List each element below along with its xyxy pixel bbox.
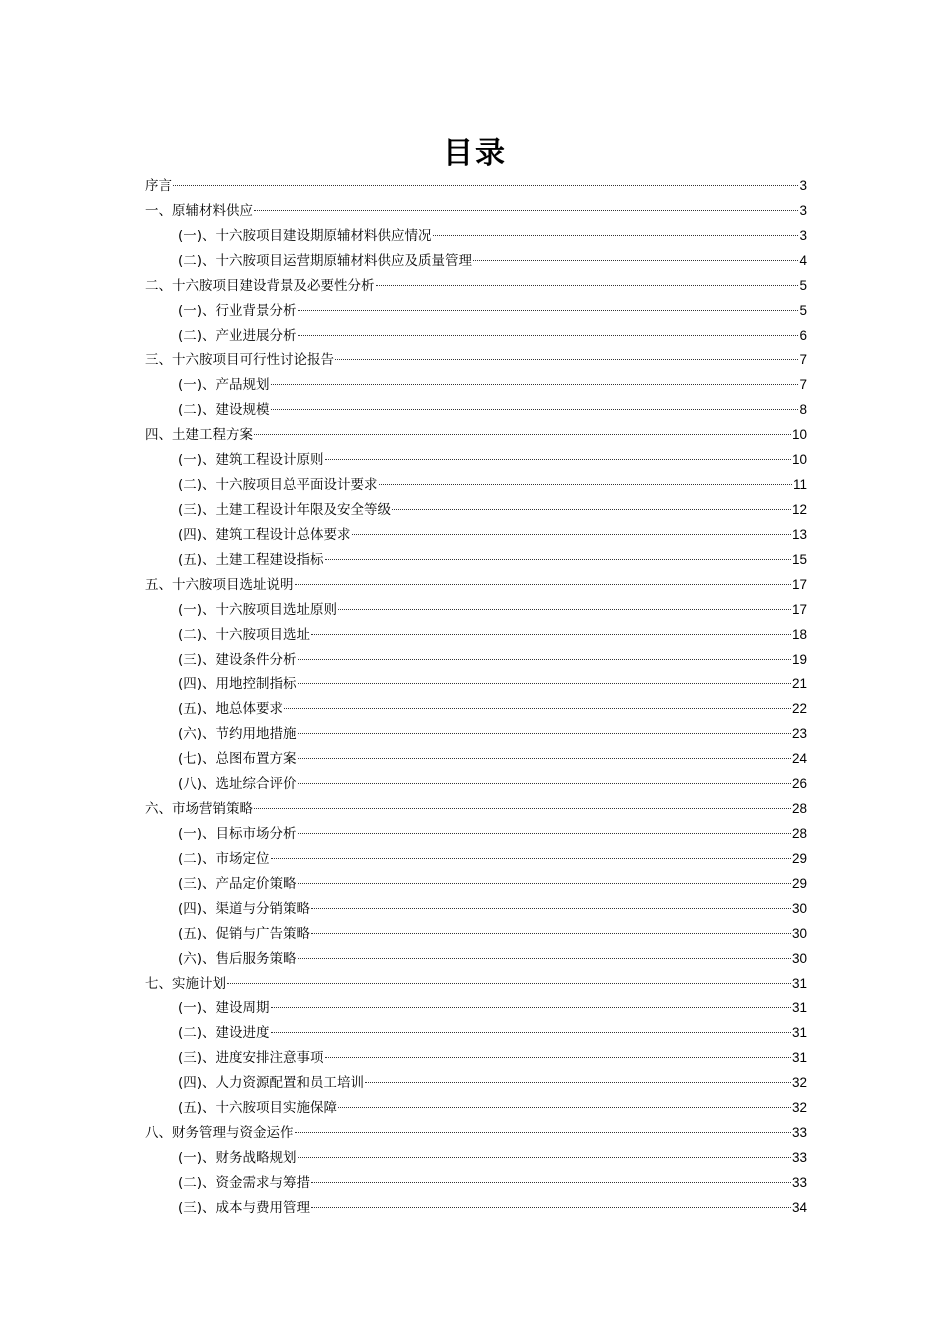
toc-entry[interactable] — [145, 623, 807, 648]
toc-dot-leader — [173, 185, 798, 186]
toc-entry-text: (三)、进度安排注意事项 — [178, 1050, 324, 1067]
toc-entry-text: (三)、成本与费用管理 — [178, 1199, 311, 1216]
toc-page-number: 10 — [791, 452, 807, 468]
toc-page-number: 33 — [791, 1174, 807, 1190]
toc-dot-leader — [298, 1157, 791, 1158]
toc-entry-text: (一)、建设周期 — [178, 1000, 270, 1017]
toc-page-number: 22 — [791, 701, 807, 717]
toc-page-number: 32 — [791, 1075, 807, 1091]
toc-entry[interactable] — [145, 897, 807, 922]
toc-page-number: 10 — [791, 427, 807, 443]
toc-page-number: 11 — [792, 477, 807, 493]
toc-dot-leader — [473, 260, 798, 261]
toc-page-number: 33 — [791, 1149, 807, 1165]
toc-dot-leader — [433, 235, 799, 236]
toc-entry-text: (二)、产业进展分析 — [178, 327, 297, 344]
toc-entry[interactable] — [145, 648, 807, 673]
toc-dot-leader — [254, 808, 791, 809]
toc-page-number: 29 — [791, 875, 807, 891]
toc-page-number: 29 — [791, 850, 807, 866]
toc-entry[interactable] — [145, 747, 807, 772]
toc-dot-leader — [325, 1057, 791, 1058]
toc-entry-text: (二)、十六胺项目选址 — [178, 626, 311, 643]
toc-entry-text: (三)、建设条件分析 — [178, 651, 297, 668]
toc-entry[interactable] — [145, 697, 807, 722]
toc-entry[interactable] — [145, 598, 807, 623]
toc-entry[interactable] — [145, 1046, 807, 1071]
toc-dot-leader — [298, 659, 791, 660]
toc-entry-text: (六)、节约用地措施 — [178, 726, 297, 743]
toc-entry[interactable] — [145, 174, 807, 199]
toc-dot-leader — [271, 384, 799, 385]
toc-page-number: 31 — [791, 975, 807, 991]
toc-dot-leader — [298, 335, 799, 336]
toc-entry-text: (四)、人力资源配置和员工培训 — [178, 1075, 365, 1092]
toc-entry-text: (一)、行业背景分析 — [178, 302, 297, 319]
toc-page-number: 30 — [791, 950, 807, 966]
toc-dot-leader — [311, 1207, 791, 1208]
toc-page-number: 18 — [791, 626, 807, 642]
toc-entry-text: (一)、十六胺项目建设期原辅材料供应情况 — [178, 227, 432, 244]
toc-dot-leader — [365, 1082, 791, 1083]
toc-dot-leader — [284, 708, 791, 709]
toc-page-number: 30 — [791, 900, 807, 916]
toc-entry[interactable] — [145, 348, 807, 373]
toc-entry-text: 四、土建工程方案 — [145, 427, 253, 444]
toc-dot-leader — [325, 459, 791, 460]
toc-dot-leader — [298, 783, 791, 784]
toc-entry-text: 序言 — [145, 178, 172, 194]
toc-dot-leader — [311, 933, 791, 934]
toc-dot-leader — [254, 210, 798, 211]
toc-entry[interactable] — [145, 473, 807, 498]
toc-entry-text: (二)、十六胺项目总平面设计要求 — [178, 477, 378, 494]
toc-entry-text: (二)、资金需求与筹措 — [178, 1174, 311, 1191]
toc-page-number: 5 — [799, 302, 807, 318]
toc-dot-leader — [271, 409, 799, 410]
toc-dot-leader — [311, 634, 791, 635]
toc-entry[interactable] — [145, 797, 807, 822]
toc-dot-leader — [298, 310, 799, 311]
toc-entry[interactable] — [145, 324, 807, 349]
toc-dot-leader — [376, 285, 799, 286]
toc-dot-leader — [392, 509, 791, 510]
toc-dot-leader — [227, 983, 791, 984]
toc-entry-text: 二、十六胺项目建设背景及必要性分析 — [145, 277, 375, 294]
toc-page-number: 15 — [791, 551, 807, 567]
toc-entry[interactable] — [145, 847, 807, 872]
toc-entry-text: (一)、建筑工程设计原则 — [178, 452, 324, 469]
toc-entry-text: (五)、地总体要求 — [178, 701, 284, 718]
toc-entry[interactable] — [145, 1196, 807, 1221]
toc-page-number: 12 — [791, 501, 807, 517]
toc-page-number: 17 — [791, 576, 807, 592]
toc-entry[interactable] — [145, 448, 807, 473]
toc-dot-leader — [298, 758, 791, 759]
toc-dot-leader — [254, 434, 791, 435]
toc-entry-text: (一)、目标市场分析 — [178, 825, 297, 842]
toc-entry[interactable] — [145, 822, 807, 847]
toc-entry-text: 一、原辅材料供应 — [145, 202, 253, 219]
toc-page-number: 5 — [799, 277, 807, 293]
toc-dot-leader — [311, 1182, 791, 1183]
toc-dot-leader — [298, 883, 791, 884]
toc-entry[interactable] — [145, 872, 807, 897]
toc-entry[interactable] — [145, 224, 807, 249]
toc-page-number: 21 — [791, 676, 807, 692]
toc-dot-leader — [298, 733, 791, 734]
toc-dot-leader — [271, 1032, 791, 1033]
toc-entry[interactable] — [145, 1071, 807, 1096]
toc-dot-leader — [271, 858, 791, 859]
toc-dot-leader — [325, 559, 791, 560]
toc-entry-text: (五)、十六胺项目实施保障 — [178, 1100, 338, 1117]
toc-entry-text: (六)、售后服务策略 — [178, 950, 297, 967]
toc-dot-leader — [298, 683, 791, 684]
toc-entry-text: (一)、产品规划 — [178, 377, 270, 394]
toc-list — [145, 174, 807, 1221]
toc-page-number: 7 — [799, 352, 807, 368]
toc-entry-text: (五)、土建工程建设指标 — [178, 551, 324, 568]
toc-entry[interactable] — [145, 249, 807, 274]
toc-page-number: 30 — [791, 925, 807, 941]
toc-page-number: 32 — [791, 1100, 807, 1116]
toc-entry-text: (二)、建设进度 — [178, 1025, 270, 1042]
toc-page-number: 26 — [791, 776, 807, 792]
toc-page-number: 19 — [791, 651, 807, 667]
toc-entry-text: 六、市场营销策略 — [145, 801, 253, 818]
toc-page-number: 4 — [799, 252, 807, 268]
toc-entry-text: (二)、市场定位 — [178, 850, 270, 867]
toc-page-number: 3 — [799, 202, 807, 218]
toc-entry[interactable] — [145, 498, 807, 523]
toc-entry-text: (一)、十六胺项目选址原则 — [178, 601, 338, 618]
toc-page-number: 31 — [791, 1025, 807, 1041]
toc-entry-text: 三、十六胺项目可行性讨论报告 — [145, 352, 334, 369]
toc-entry[interactable] — [145, 1021, 807, 1046]
toc-dot-leader — [311, 908, 791, 909]
toc-dot-leader — [338, 609, 791, 610]
toc-page-number: 3 — [799, 178, 807, 193]
toc-page-number: 34 — [791, 1199, 807, 1215]
toc-page-number: 17 — [791, 601, 807, 617]
toc-title: 目录 — [443, 136, 507, 171]
toc-page-number: 31 — [791, 1050, 807, 1066]
toc-entry[interactable] — [145, 922, 807, 947]
toc-page-number: 28 — [791, 825, 807, 841]
toc-page-number: 3 — [799, 227, 807, 243]
toc-page-number: 13 — [791, 526, 807, 542]
toc-entry[interactable] — [145, 274, 807, 299]
toc-entry-text: 七、实施计划 — [145, 975, 226, 992]
toc-entry-text: (八)、选址综合评价 — [178, 776, 297, 793]
toc-dot-leader — [298, 958, 791, 959]
toc-entry-text: 五、十六胺项目选址说明 — [145, 576, 294, 593]
toc-entry[interactable] — [145, 1096, 807, 1121]
toc-page-number: 33 — [791, 1125, 807, 1141]
toc-entry-text: (三)、产品定价策略 — [178, 875, 297, 892]
toc-dot-leader — [352, 534, 791, 535]
toc-entry[interactable] — [145, 996, 807, 1021]
toc-entry-text: (七)、总图布置方案 — [178, 751, 297, 768]
toc-entry[interactable] — [145, 1121, 807, 1146]
toc-entry[interactable] — [145, 1171, 807, 1196]
toc-entry-text: (二)、建设规模 — [178, 402, 270, 419]
toc-dot-leader — [298, 833, 791, 834]
toc-entry-text: (四)、用地控制指标 — [178, 676, 297, 693]
toc-dot-leader — [379, 484, 792, 485]
toc-page-number: 6 — [799, 327, 807, 343]
toc-entry-text: (一)、财务战略规划 — [178, 1149, 297, 1166]
toc-dot-leader — [295, 584, 791, 585]
toc-entry[interactable] — [145, 373, 807, 398]
toc-page-number: 23 — [791, 726, 807, 742]
toc-entry[interactable] — [145, 299, 807, 324]
toc-entry-text: (三)、土建工程设计年限及安全等级 — [178, 501, 392, 518]
toc-entry-text: (四)、渠道与分销策略 — [178, 900, 311, 917]
toc-entry[interactable] — [145, 972, 807, 997]
toc-dot-leader — [271, 1007, 791, 1008]
toc-page-number: 8 — [799, 402, 807, 418]
toc-entry-text: (四)、建筑工程设计总体要求 — [178, 526, 351, 543]
toc-entry-text: 八、财务管理与资金运作 — [145, 1125, 294, 1142]
toc-entry[interactable] — [145, 1146, 807, 1171]
toc-entry-text: (五)、促销与广告策略 — [178, 925, 311, 942]
toc-entry[interactable] — [145, 772, 807, 797]
toc-page-number: 28 — [791, 801, 807, 817]
toc-entry-text: (二)、十六胺项目运营期原辅材料供应及质量管理 — [178, 252, 473, 269]
toc-entry[interactable] — [145, 573, 807, 598]
toc-dot-leader — [338, 1107, 791, 1108]
toc-entry[interactable] — [145, 423, 807, 448]
toc-entry[interactable] — [145, 672, 807, 697]
toc-entry[interactable] — [145, 398, 807, 423]
toc-page-number: 7 — [799, 377, 807, 393]
toc-entry[interactable] — [145, 947, 807, 972]
toc-entry[interactable] — [145, 548, 807, 573]
toc-page-number: 31 — [791, 1000, 807, 1016]
toc-entry[interactable] — [145, 523, 807, 548]
toc-dot-leader — [295, 1132, 791, 1133]
toc-page-number: 24 — [791, 751, 807, 767]
toc-entry[interactable] — [145, 722, 807, 747]
toc-dot-leader — [335, 359, 798, 360]
toc-entry[interactable] — [145, 199, 807, 224]
